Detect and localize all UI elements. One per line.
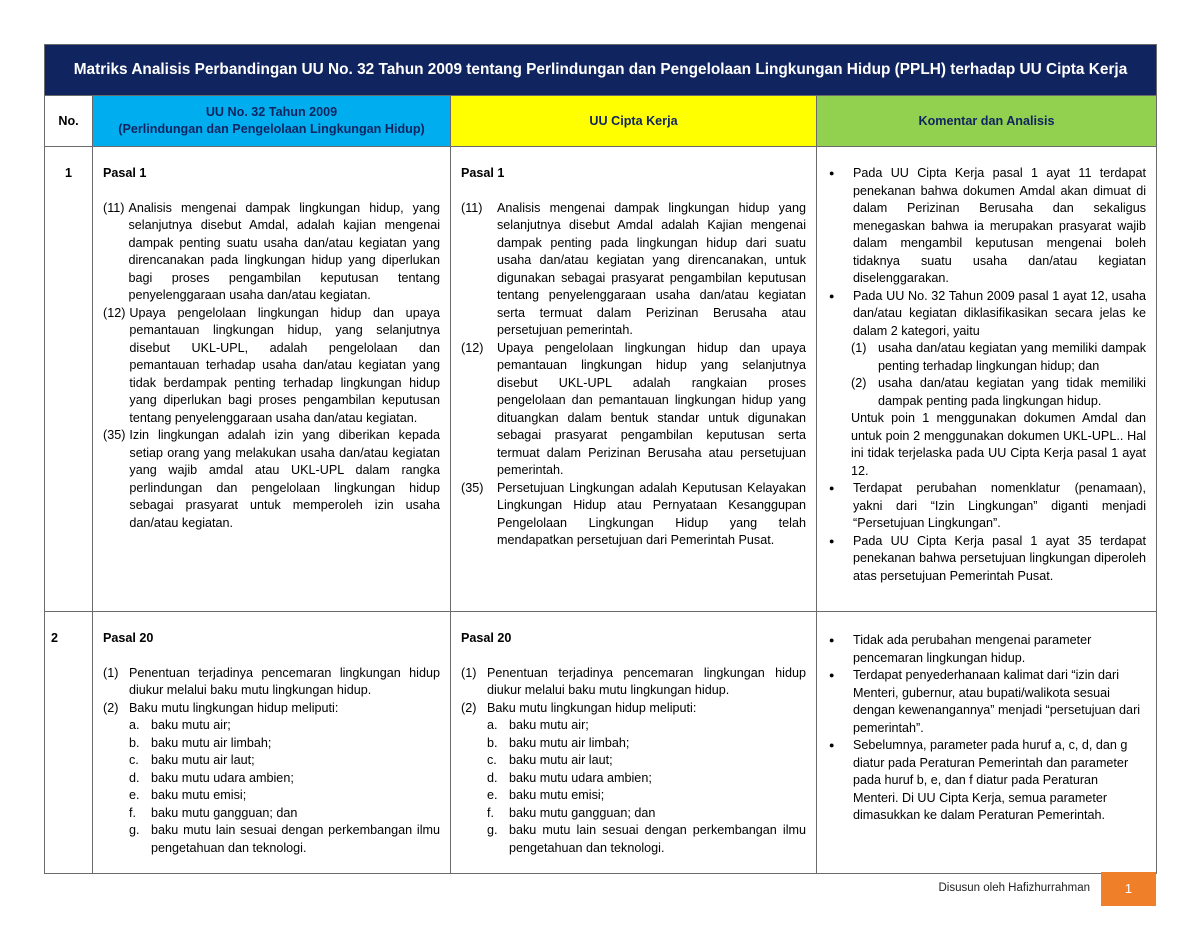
bullet-item xyxy=(827,165,1146,288)
ayat-number: (12) xyxy=(103,305,126,320)
bullet-icon: ● xyxy=(829,483,835,493)
list-letter: c. xyxy=(129,753,139,767)
header-uu32-title: UU No. 32 Tahun 2009 xyxy=(205,105,338,119)
bullet-text: Pada UU Cipta Kerja pasal 1 ayat 35 terdapat penekanan bahwa persetujuan lingkungan diperoleh atas persetujuan Pemerintah Pusat. xyxy=(853,533,1146,583)
list-item xyxy=(129,735,440,753)
list-letter: b. xyxy=(487,735,498,750)
list-item xyxy=(487,752,806,770)
sub-list xyxy=(461,717,806,857)
bullet-icon: ● xyxy=(829,168,835,178)
header-komentar: Komentar dan Analisis xyxy=(817,96,1157,147)
ayat-number: (2) xyxy=(461,700,477,715)
bullet-item xyxy=(827,533,1146,586)
page-number: 1 xyxy=(1101,872,1156,906)
list-letter: c. xyxy=(487,753,497,767)
footer-author: Disusun oleh Hafizhurrahman xyxy=(938,882,1090,894)
list-text: baku mutu emisi; xyxy=(509,788,605,802)
list-item xyxy=(487,805,806,823)
list-item xyxy=(487,822,806,857)
list-text: baku mutu udara ambien; xyxy=(151,770,294,785)
list-item xyxy=(129,770,440,788)
ayat-item xyxy=(103,427,440,532)
bullet-text: Terdapat penyederhanaan kalimat dari “izin dari Menteri, gubernur, atau bupati/walikota sesuai dengan kewenangannya” menjadi “persetujuan dari pemerintah”. xyxy=(853,668,1141,735)
page-title: Matriks Analisis Perbandingan UU No. 32 Tahun 2009 tentang Perlindungan dan Pengelolaan Lingkungan Hidup (PPLH) terhadap UU Cipta Kerja xyxy=(45,45,1157,96)
ayat-number: (35) xyxy=(461,480,484,495)
list-item xyxy=(129,822,440,857)
ayat-item xyxy=(103,665,440,700)
bullet-item xyxy=(827,288,1146,341)
row-number: 2 xyxy=(45,612,93,874)
ayat-number: (1) xyxy=(103,665,119,680)
list-item xyxy=(129,805,440,823)
ayat-number: (12) xyxy=(461,340,484,355)
list-item xyxy=(129,717,440,735)
bullet-text: Tidak ada perubahan mengenai parameter pencemaran lingkungan hidup. xyxy=(853,633,1092,665)
ayat-item xyxy=(103,200,440,305)
sub-item xyxy=(827,340,1146,375)
list-letter: f. xyxy=(487,805,494,820)
ayat-item xyxy=(461,665,806,700)
list-text: baku mutu air; xyxy=(509,718,589,732)
ayat-text: Baku mutu lingkungan hidup meliputi: xyxy=(487,700,697,715)
ayat-item xyxy=(461,200,806,340)
cipta-kerja-cell xyxy=(451,147,817,612)
pasal-heading: Pasal 20 xyxy=(103,631,154,645)
list-letter: a. xyxy=(129,718,140,732)
list-letter: d. xyxy=(487,770,498,785)
row-number: 1 xyxy=(45,147,93,612)
list-letter: a. xyxy=(487,718,498,732)
bullet-icon: ● xyxy=(829,535,835,546)
komentar-cell xyxy=(817,612,1157,874)
list-letter: d. xyxy=(129,770,140,785)
pasal-heading: Pasal 1 xyxy=(461,166,505,180)
ayat-number: (2) xyxy=(103,700,119,715)
ayat-text: Upaya pengelolaan lingkungan hidup dan upaya pemantauan lingkungan hidup, yang selanjutnya disebut UKL-UPL, adalah pengelolaan dan pemantauan terhadap usaha dan/atau kegiatan yang tidak berdampak penting terhadap lingkungan hidup yang diperlukan bagi proses pengambilan keputusan tentang penyelenggaraan usaha dan/atau kegiatan. xyxy=(129,305,440,425)
ayat-text: Persetujuan Lingkungan adalah Keputusan Kelayakan Lingkungan Hidup atau Pernyataan Kesanggupan Pengelolaan Lingkungan Hidup yang telah mendapatkan persetujuan dari Pemerintah Pusat. xyxy=(497,480,806,547)
bullet-text: Sebelumnya, parameter pada huruf a, c, d, dan g diatur pada Peraturan Pemerintah dan parameter pada huruf b, e, dan f diatur pada Peraturan Menteri. Di UU Cipta Kerja, semua parameter dimasukkan ke dalam Peraturan Pemerintah. xyxy=(853,738,1129,822)
header-cipta-kerja: UU Cipta Kerja xyxy=(451,96,817,147)
list-letter: e. xyxy=(487,788,498,802)
list-item xyxy=(487,770,806,788)
list-letter: e. xyxy=(129,788,140,802)
list-letter: g. xyxy=(129,823,140,837)
bullet-icon: ● xyxy=(829,635,835,645)
list-letter: g. xyxy=(487,823,498,837)
paragraph: Untuk poin 1 menggunakan dokumen Amdal dan untuk poin 2 menggunakan dokumen UKL-UPL.. Hal ini tidak terjelaska pada UU Cipta Kerja pasal 1 ayat 12. xyxy=(851,411,1146,478)
header-no: No. xyxy=(45,96,93,147)
list-letter: f. xyxy=(129,805,136,820)
list-item xyxy=(487,717,806,735)
ayat-number: (11) xyxy=(103,200,125,215)
cipta-kerja-cell xyxy=(451,612,817,874)
sub-text: usaha dan/atau kegiatan yang tidak memiliki dampak penting pada lingkungan hidup. xyxy=(878,376,1146,408)
uu32-cell xyxy=(93,612,451,874)
ayat-text: Analisis mengenai dampak lingkungan hidup yang selanjutnya disebut Amdal adalah Kajian mengenai dampak penting pada lingkungan hidup dari suatu usaha dan/atau kegiatan yang direncanakan, untuk digunakan sebagai prasyarat pengambilan keputusan tentang penyelenggaraan usaha dan/atau kegiatan serta termuat dalam Perizinan Berusaha atau persetujuan pemerintah. xyxy=(497,200,806,337)
ayat-text: Penentuan terjadinya pencemaran lingkungan hidup diukur melalui baku mutu lingkungan hidup. xyxy=(129,665,440,697)
sub-number: (1) xyxy=(851,341,867,355)
ayat-item xyxy=(461,700,806,718)
bullet-item xyxy=(827,480,1146,533)
ayat-number: (1) xyxy=(461,665,477,680)
list-text: baku mutu lain sesuai dengan perkembangan ilmu pengetahuan dan teknologi. xyxy=(151,823,440,855)
ayat-text: Upaya pengelolaan lingkungan hidup dan upaya pemantauan lingkungan hidup yang selanjutnya disebut UKL-UPL adalah rangkaian proses pengelolaan dan pemantauan lingkungan hidup yang dituangkan dalam bentuk standar untuk digunakan sebagai prasyarat pengambilan keputusan serta termuat dalam Perizinan Berusaha atau persetujuan pemerintah. xyxy=(497,340,806,477)
list-item xyxy=(487,735,806,753)
bullet-item xyxy=(827,667,1146,737)
list-text: baku mutu air limbah; xyxy=(509,735,630,750)
ayat-item xyxy=(461,480,806,550)
bullet-icon: ● xyxy=(829,740,835,750)
list-letter: b. xyxy=(129,735,140,750)
ayat-number: (35) xyxy=(103,428,126,442)
bullet-text: Terdapat perubahan nomenklatur (penamaan), yakni dari “Izin Lingkungan” diganti menjadi “Persetujuan Lingkungan”. xyxy=(853,481,1146,530)
list-item xyxy=(129,752,440,770)
header-uu32-subtitle: (Perlindungan dan Pengelolaan Lingkungan Hidup) xyxy=(118,122,425,136)
komentar-cell xyxy=(817,147,1157,612)
sub-item xyxy=(827,375,1146,410)
header-uu32 xyxy=(93,96,451,147)
header-row xyxy=(45,96,1157,147)
bullet-item xyxy=(827,737,1146,825)
bullet-text: Pada UU No. 32 Tahun 2009 pasal 1 ayat 12, usaha dan/atau kegiatan diklasifikasikan secara jelas ke dalam 2 kategori, yaitu xyxy=(853,288,1146,338)
bullet-icon: ● xyxy=(829,290,835,301)
list-text: baku mutu air laut; xyxy=(509,753,613,767)
pasal-heading: Pasal 20 xyxy=(461,631,512,645)
ayat-text: Baku mutu lingkungan hidup meliputi: xyxy=(129,700,339,715)
list-text: baku mutu udara ambien; xyxy=(509,770,652,785)
ayat-item xyxy=(103,305,440,428)
list-item xyxy=(129,787,440,805)
bullet-text: Pada UU Cipta Kerja pasal 1 ayat 11 terdapat penekanan bahwa dokumen Amdal akan dimuat di dalam Perizinan Berusaha dan sekaligus menegaskan bahwa ia merupakan prasyarat wajib dalam mengambil keputusan mengenai boleh tidaknya suatu usaha dan/atau kegiatan diselenggarakan. xyxy=(853,166,1146,285)
pasal-heading: Pasal 1 xyxy=(103,166,147,180)
bullet-icon: ● xyxy=(829,670,835,680)
ayat-text: Izin lingkungan adalah izin yang diberikan kepada setiap orang yang melakukan usaha dan/atau kegiatan yang wajib amdal atau UKL-UPL dalam rangka perlindungan dan pengelolaan lingkungan hidup sebagai prasyarat untuk memperoleh izin usaha dan/atau kegiatan. xyxy=(129,428,440,530)
bullet-item xyxy=(827,632,1146,667)
list-text: baku mutu air limbah; xyxy=(151,735,272,750)
list-text: baku mutu gangguan; dan xyxy=(151,805,298,820)
table-row xyxy=(45,147,1157,612)
sub-text: usaha dan/atau kegiatan yang memiliki dampak penting terhadap lingkungan hidup; dan xyxy=(878,341,1146,373)
list-text: baku mutu gangguan; dan xyxy=(509,805,656,820)
list-text: baku mutu air; xyxy=(151,718,231,732)
ayat-text: Penentuan terjadinya pencemaran lingkungan hidup diukur melalui baku mutu lingkungan hidup. xyxy=(487,665,806,697)
comparison-matrix xyxy=(44,44,1157,874)
ayat-text: Analisis mengenai dampak lingkungan hidup, yang selanjutnya disebut Amdal, adalah kajian mengenai dampak penting suatu usaha dan/atau kegiatan yang direncanakan pada lingkungan hidup yang diperlukan bagi proses pengambilan keputusan tentang penyelenggaraan usaha dan/atau kegiatan. xyxy=(128,200,440,302)
list-text: baku mutu lain sesuai dengan perkembangan ilmu pengetahuan dan teknologi. xyxy=(509,823,806,855)
ayat-item xyxy=(461,340,806,480)
sub-number: (2) xyxy=(851,376,867,390)
list-text: baku mutu air laut; xyxy=(151,753,255,767)
list-text: baku mutu emisi; xyxy=(151,788,247,802)
list-item xyxy=(487,787,806,805)
ayat-number: (11) xyxy=(461,200,483,215)
uu32-cell xyxy=(93,147,451,612)
ayat-item xyxy=(103,700,440,718)
table-row xyxy=(45,612,1157,874)
sub-list xyxy=(103,717,440,857)
